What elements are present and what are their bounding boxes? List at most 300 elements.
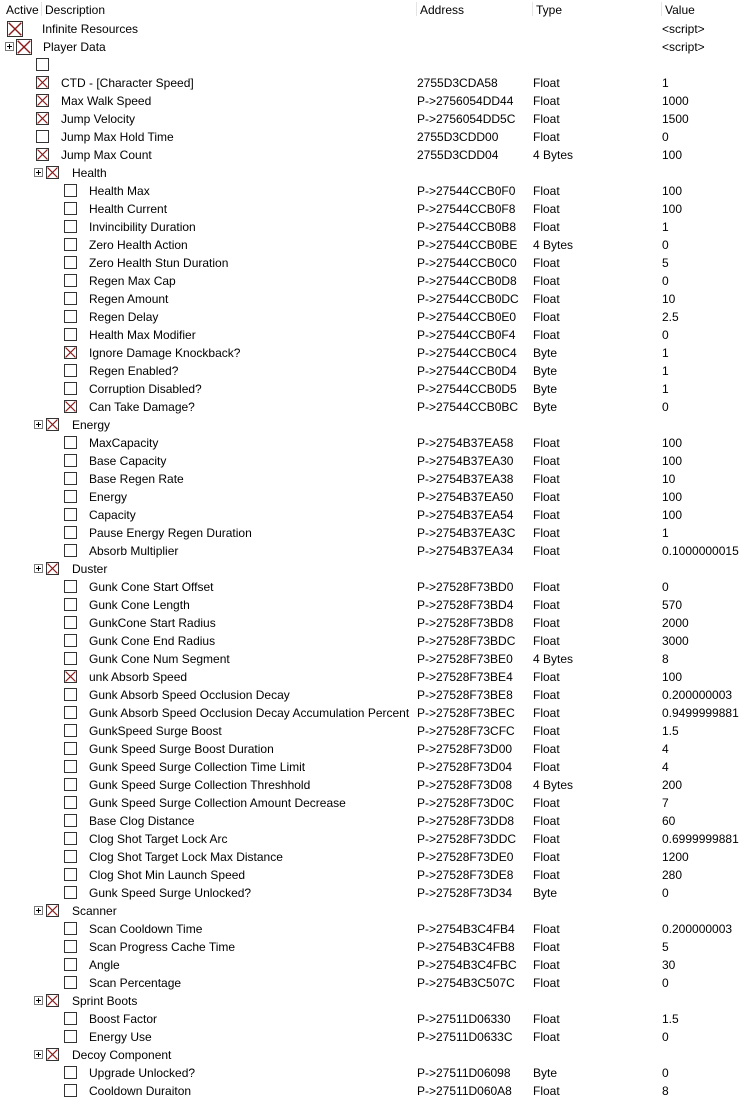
address-cell: 2755D3CDD04 (417, 148, 499, 162)
table-row[interactable] (0, 956, 756, 974)
table-row[interactable] (0, 1082, 756, 1100)
address-cell: P->2754B3C4FB4 (417, 922, 515, 936)
description-cell: Gunk Absorb Speed Occlusion Decay Accumulation Percent (89, 706, 410, 720)
type-cell: Float (533, 130, 560, 144)
active-checkbox[interactable] (64, 544, 77, 557)
value-cell: 7 (662, 796, 669, 810)
description-cell: Duster (72, 562, 108, 576)
active-checkbox[interactable] (64, 724, 77, 737)
description-cell: Gunk Absorb Speed Occlusion Decay (89, 688, 290, 702)
active-checkbox-checked[interactable] (36, 76, 49, 89)
active-checkbox[interactable] (64, 436, 77, 449)
address-cell: 2755D3CDD00 (417, 130, 499, 144)
address-cell: P->27511D0633C (417, 1030, 513, 1044)
type-cell: 4 Bytes (533, 238, 574, 252)
active-checkbox[interactable] (64, 652, 77, 665)
table-row[interactable] (0, 434, 756, 452)
type-cell: Byte (533, 886, 558, 900)
table-group-row[interactable] (0, 416, 756, 434)
description-cell: MaxCapacity (89, 436, 159, 450)
value-cell: 0 (662, 1066, 669, 1080)
active-checkbox[interactable] (64, 976, 77, 989)
table-row[interactable] (0, 326, 756, 344)
address-cell: P->27544CCB0D5 (417, 382, 517, 396)
address-cell: P->2754B3C4FB8 (417, 940, 515, 954)
address-cell: P->27528F73D00 (417, 742, 513, 756)
address-cell: P->2754B37EA54 (417, 508, 514, 522)
table-row[interactable] (0, 56, 756, 74)
table-row[interactable] (0, 614, 756, 632)
description-cell: Max Walk Speed (61, 94, 152, 108)
active-checkbox-checked[interactable] (64, 670, 77, 683)
active-checkbox[interactable] (64, 1066, 77, 1079)
type-cell: Float (533, 724, 560, 738)
address-cell: P->2754B37EA50 (417, 490, 514, 504)
description-cell: Regen Enabled? (89, 364, 179, 378)
active-checkbox[interactable] (64, 634, 77, 647)
table-row[interactable] (0, 578, 756, 596)
active-checkbox[interactable] (64, 238, 77, 251)
table-row[interactable] (0, 74, 756, 92)
value-cell: 100 (662, 436, 683, 450)
table-row[interactable] (0, 470, 756, 488)
address-cell: P->27528F73DDC (417, 832, 517, 846)
type-cell: Float (533, 976, 560, 990)
active-checkbox-checked[interactable] (46, 418, 59, 431)
table-row[interactable] (0, 236, 756, 254)
value-cell: 200 (662, 778, 683, 792)
active-checkbox[interactable] (64, 814, 77, 827)
description-cell: Gunk Speed Surge Boost Duration (89, 742, 274, 756)
address-cell: P->27544CCB0F8 (417, 202, 516, 216)
type-cell: 4 Bytes (533, 148, 574, 162)
value-cell: 100 (662, 202, 683, 216)
header-address[interactable]: Address (420, 3, 465, 17)
description-cell: Scan Cooldown Time (89, 922, 203, 936)
active-checkbox[interactable] (64, 292, 77, 305)
active-checkbox[interactable] (64, 1012, 77, 1025)
type-cell: Byte (533, 364, 558, 378)
address-cell: P->27544CCB0B8 (417, 220, 517, 234)
address-cell: P->2754B37EA58 (417, 436, 514, 450)
table-row[interactable] (0, 362, 756, 380)
table-row[interactable] (0, 1028, 756, 1046)
table-row[interactable] (0, 290, 756, 308)
column-header (0, 0, 756, 18)
active-checkbox[interactable] (64, 796, 77, 809)
active-checkbox[interactable] (64, 184, 77, 197)
description-cell: Health (72, 166, 107, 180)
table-row[interactable] (0, 398, 756, 416)
active-checkbox[interactable] (64, 1084, 77, 1097)
type-cell: Byte (533, 1066, 558, 1080)
header-divider[interactable] (661, 2, 662, 16)
description-cell: GunkSpeed Surge Boost (89, 724, 222, 738)
table-row[interactable] (0, 668, 756, 686)
active-checkbox[interactable] (64, 1030, 77, 1043)
description-cell: Energy Use (89, 1030, 152, 1044)
description-cell: Can Take Damage? (89, 400, 195, 414)
expand-icon[interactable] (5, 42, 14, 51)
type-cell: 4 Bytes (533, 652, 574, 666)
table-row[interactable] (0, 740, 756, 758)
header-active[interactable]: Active (6, 3, 39, 17)
value-cell: 0.1000000015 (662, 544, 739, 558)
table-row[interactable] (0, 866, 756, 884)
value-cell: 1 (662, 526, 669, 540)
type-cell: Float (533, 220, 560, 234)
description-cell: unk Absorb Speed (89, 670, 188, 684)
type-cell: Byte (533, 346, 558, 360)
description-cell: CTD - [Character Speed] (61, 76, 194, 90)
address-cell: P->27544CCB0F0 (417, 184, 516, 198)
description-cell: Gunk Speed Surge Collection Threshhold (89, 778, 311, 792)
value-cell: 1200 (662, 850, 689, 864)
active-checkbox[interactable] (64, 220, 77, 233)
type-cell: Float (533, 940, 560, 954)
table-group-row[interactable] (0, 560, 756, 578)
type-cell: Float (533, 436, 560, 450)
value-cell: 4 (662, 742, 669, 756)
type-cell: Float (533, 508, 560, 522)
value-cell: 570 (662, 598, 683, 612)
active-checkbox-checked[interactable] (16, 39, 32, 55)
type-cell: Float (533, 526, 560, 540)
type-cell: Float (533, 760, 560, 774)
type-cell: Float (533, 688, 560, 702)
type-cell: Byte (533, 400, 558, 414)
address-cell: P->27528F73DE0 (417, 850, 514, 864)
description-cell: Gunk Cone Num Segment (89, 652, 230, 666)
type-cell: Float (533, 1084, 560, 1098)
address-cell: P->2754B37EA34 (417, 544, 514, 558)
description-cell: Sprint Boots (72, 994, 138, 1008)
value-cell: 0 (662, 238, 669, 252)
table-row[interactable] (0, 344, 756, 362)
table-row[interactable] (0, 596, 756, 614)
active-checkbox-checked[interactable] (36, 112, 49, 125)
address-cell: P->27528F73BE4 (417, 670, 513, 684)
table-row[interactable] (0, 776, 756, 794)
table-row[interactable] (0, 938, 756, 956)
type-cell: Float (533, 490, 560, 504)
table-row[interactable] (0, 686, 756, 704)
table-row[interactable] (0, 506, 756, 524)
address-cell: P->2754B3C4FBC (417, 958, 517, 972)
type-cell: Float (533, 598, 560, 612)
value-cell: 1.5 (662, 724, 679, 738)
active-checkbox-checked[interactable] (46, 166, 59, 179)
value-cell: <script> (662, 22, 705, 36)
address-cell: P->2756054DD44 (417, 94, 514, 108)
address-cell: P->27544CCB0C0 (417, 256, 517, 270)
value-cell: 0 (662, 274, 669, 288)
header-divider[interactable] (416, 2, 417, 16)
table-row[interactable] (0, 812, 756, 830)
address-cell: P->27544CCB0DC (417, 292, 519, 306)
address-cell: P->27544CCB0D4 (417, 364, 517, 378)
table-row[interactable] (0, 218, 756, 236)
active-checkbox[interactable] (64, 328, 77, 341)
address-cell: P->27544CCB0BE (417, 238, 518, 252)
value-cell: 1500 (662, 112, 689, 126)
header-description[interactable]: Description (45, 3, 106, 17)
value-cell: 100 (662, 490, 683, 504)
address-cell: P->27528F73BDC (417, 634, 516, 648)
active-checkbox[interactable] (64, 454, 77, 467)
active-checkbox[interactable] (64, 850, 77, 863)
active-checkbox[interactable] (36, 58, 49, 71)
type-cell: Float (533, 616, 560, 630)
header-value[interactable]: Value (665, 3, 695, 17)
expand-icon[interactable] (34, 906, 43, 915)
table-row[interactable] (0, 542, 756, 560)
expand-icon[interactable] (34, 168, 43, 177)
active-checkbox[interactable] (64, 598, 77, 611)
table-group-row[interactable] (0, 38, 756, 56)
table-row[interactable] (0, 92, 756, 110)
description-cell: Gunk Cone Start Offset (89, 580, 214, 594)
table-row[interactable] (0, 794, 756, 812)
value-cell: 2000 (662, 616, 689, 630)
type-cell: Float (533, 580, 560, 594)
description-cell: Boost Factor (89, 1012, 158, 1026)
table-row[interactable] (0, 1064, 756, 1082)
description-cell: Absorb Multiplier (89, 544, 179, 558)
description-cell: Invincibility Duration (89, 220, 196, 234)
address-cell: P->2754B37EA3C (417, 526, 516, 540)
active-checkbox[interactable] (64, 508, 77, 521)
type-cell: Float (533, 292, 560, 306)
description-cell: Clog Shot Min Launch Speed (89, 868, 246, 882)
table-row[interactable] (0, 308, 756, 326)
table-group-row[interactable] (0, 902, 756, 920)
table-row[interactable] (0, 524, 756, 542)
table-group-row[interactable] (0, 1046, 756, 1064)
table-row[interactable] (0, 758, 756, 776)
table-row[interactable] (0, 272, 756, 290)
value-cell: 5 (662, 940, 669, 954)
value-cell: 0 (662, 1030, 669, 1044)
address-cell: P->27544CCB0C4 (417, 346, 517, 360)
value-cell: 0 (662, 886, 669, 900)
description-cell: Jump Max Count (61, 148, 152, 162)
active-checkbox[interactable] (64, 868, 77, 881)
value-cell: 10 (662, 472, 676, 486)
type-cell: Float (533, 112, 560, 126)
active-checkbox-checked[interactable] (36, 148, 49, 161)
active-checkbox-checked[interactable] (46, 562, 59, 575)
description-cell: Base Regen Rate (89, 472, 184, 486)
expand-icon[interactable] (34, 564, 43, 573)
type-cell: 4 Bytes (533, 778, 574, 792)
description-cell: Gunk Cone End Radius (89, 634, 216, 648)
value-cell: 1 (662, 346, 669, 360)
active-checkbox[interactable] (64, 472, 77, 485)
type-cell: Float (533, 796, 560, 810)
description-cell: Capacity (89, 508, 136, 522)
type-cell: Float (533, 814, 560, 828)
expand-icon[interactable] (34, 996, 43, 1005)
table-row[interactable] (0, 110, 756, 128)
active-checkbox[interactable] (64, 922, 77, 935)
address-cell: P->27528F73CFC (417, 724, 515, 738)
table-row[interactable] (0, 200, 756, 218)
table-row[interactable] (0, 632, 756, 650)
table-row[interactable] (0, 920, 756, 938)
type-cell: Byte (533, 382, 558, 396)
description-cell: Pause Energy Regen Duration (89, 526, 252, 540)
active-checkbox-checked[interactable] (7, 21, 23, 37)
active-checkbox[interactable] (64, 760, 77, 773)
value-cell: <script> (662, 40, 705, 54)
type-cell: Float (533, 544, 560, 558)
description-cell: Regen Delay (89, 310, 159, 324)
table-group-row[interactable] (0, 992, 756, 1010)
active-checkbox-checked[interactable] (64, 346, 77, 359)
active-checkbox[interactable] (36, 130, 49, 143)
address-cell: P->2756054DD5C (417, 112, 516, 126)
table-row[interactable] (0, 254, 756, 272)
address-cell: P->27511D060A8 (417, 1084, 512, 1098)
type-cell: Float (533, 184, 560, 198)
description-cell: Regen Amount (89, 292, 169, 306)
active-checkbox[interactable] (64, 706, 77, 719)
active-checkbox[interactable] (64, 616, 77, 629)
value-cell: 2.5 (662, 310, 679, 324)
active-checkbox[interactable] (64, 526, 77, 539)
active-checkbox-checked[interactable] (36, 94, 49, 107)
address-cell: P->2754B3C507C (417, 976, 515, 990)
description-cell: Clog Shot Target Lock Max Distance (89, 850, 283, 864)
value-cell: 0.200000003 (662, 688, 733, 702)
address-cell: P->27528F73D34 (417, 886, 513, 900)
table-row[interactable] (0, 1010, 756, 1028)
description-cell: Zero Health Stun Duration (89, 256, 229, 270)
active-checkbox[interactable] (64, 688, 77, 701)
table-row[interactable] (0, 974, 756, 992)
description-cell: Clog Shot Target Lock Arc (89, 832, 228, 846)
table-row[interactable] (0, 650, 756, 668)
value-cell: 1000 (662, 94, 689, 108)
address-cell: P->27528F73D04 (417, 760, 513, 774)
description-cell: Energy (89, 490, 128, 504)
active-checkbox-checked[interactable] (46, 904, 59, 917)
description-cell: Scan Progress Cache Time (89, 940, 236, 954)
table-row[interactable] (0, 830, 756, 848)
address-cell: P->27528F73BEC (417, 706, 515, 720)
type-cell: Float (533, 1030, 560, 1044)
table-row[interactable] (0, 452, 756, 470)
active-checkbox-checked[interactable] (64, 400, 77, 413)
active-checkbox[interactable] (64, 202, 77, 215)
active-checkbox[interactable] (64, 580, 77, 593)
table-row[interactable] (0, 488, 756, 506)
table-row[interactable] (0, 128, 756, 146)
value-cell: 1 (662, 76, 669, 90)
type-cell: Float (533, 202, 560, 216)
type-cell: Float (533, 868, 560, 882)
table-row[interactable] (0, 884, 756, 902)
table-row[interactable] (0, 722, 756, 740)
active-checkbox-checked[interactable] (46, 994, 59, 1007)
value-cell: 0.9499999881 (662, 706, 739, 720)
type-cell: Float (533, 274, 560, 288)
active-checkbox[interactable] (64, 832, 77, 845)
type-cell: Float (533, 670, 560, 684)
type-cell: Float (533, 1012, 560, 1026)
active-checkbox[interactable] (64, 940, 77, 953)
description-cell: Decoy Component (72, 1048, 172, 1062)
table-row[interactable] (0, 146, 756, 164)
description-cell: Base Clog Distance (89, 814, 195, 828)
expand-icon[interactable] (34, 420, 43, 429)
table-row[interactable] (0, 182, 756, 200)
description-cell: Gunk Speed Surge Collection Amount Decrease (89, 796, 346, 810)
active-checkbox[interactable] (64, 256, 77, 269)
value-cell: 0 (662, 130, 669, 144)
address-cell: P->2754B37EA30 (417, 454, 514, 468)
active-checkbox[interactable] (64, 490, 77, 503)
value-cell: 100 (662, 184, 683, 198)
active-checkbox[interactable] (64, 274, 77, 287)
active-checkbox-checked[interactable] (46, 1048, 59, 1061)
address-cell: 2755D3CDA58 (417, 76, 498, 90)
value-cell: 60 (662, 814, 676, 828)
type-cell: Float (533, 328, 560, 342)
active-checkbox[interactable] (64, 310, 77, 323)
address-cell: P->27544CCB0F4 (417, 328, 516, 342)
table-row[interactable] (0, 380, 756, 398)
active-checkbox[interactable] (64, 382, 77, 395)
description-cell: Energy (72, 418, 111, 432)
description-cell: Ignore Damage Knockback? (89, 346, 241, 360)
header-divider[interactable] (532, 2, 533, 16)
table-row[interactable] (0, 704, 756, 722)
table-group-row[interactable] (0, 164, 756, 182)
address-cell: P->2754B37EA38 (417, 472, 514, 486)
expand-icon[interactable] (34, 1050, 43, 1059)
description-cell: Health Current (89, 202, 168, 216)
address-cell: P->27528F73DE8 (417, 868, 514, 882)
active-checkbox[interactable] (64, 886, 77, 899)
address-cell: P->27528F73BD8 (417, 616, 514, 630)
active-checkbox[interactable] (64, 742, 77, 755)
table-row[interactable] (0, 20, 756, 38)
description-cell: GunkCone Start Radius (89, 616, 216, 630)
header-divider[interactable] (41, 2, 42, 16)
address-cell: P->27528F73BE8 (417, 688, 513, 702)
active-checkbox[interactable] (64, 364, 77, 377)
address-cell: P->27528F73D08 (417, 778, 513, 792)
type-cell: Float (533, 310, 560, 324)
table-row[interactable] (0, 848, 756, 866)
value-cell: 10 (662, 292, 676, 306)
value-cell: 100 (662, 508, 683, 522)
address-cell: P->27544CCB0E0 (417, 310, 517, 324)
active-checkbox[interactable] (64, 778, 77, 791)
header-type[interactable]: Type (536, 3, 563, 17)
value-cell: 4 (662, 760, 669, 774)
active-checkbox[interactable] (64, 958, 77, 971)
description-cell: Regen Max Cap (89, 274, 176, 288)
address-cell: P->27528F73BE0 (417, 652, 513, 666)
value-cell: 30 (662, 958, 676, 972)
value-cell: 5 (662, 256, 669, 270)
value-cell: 0 (662, 976, 669, 990)
description-cell: Gunk Speed Surge Unlocked? (89, 886, 252, 900)
description-cell: Cooldown Duraiton (89, 1084, 192, 1098)
